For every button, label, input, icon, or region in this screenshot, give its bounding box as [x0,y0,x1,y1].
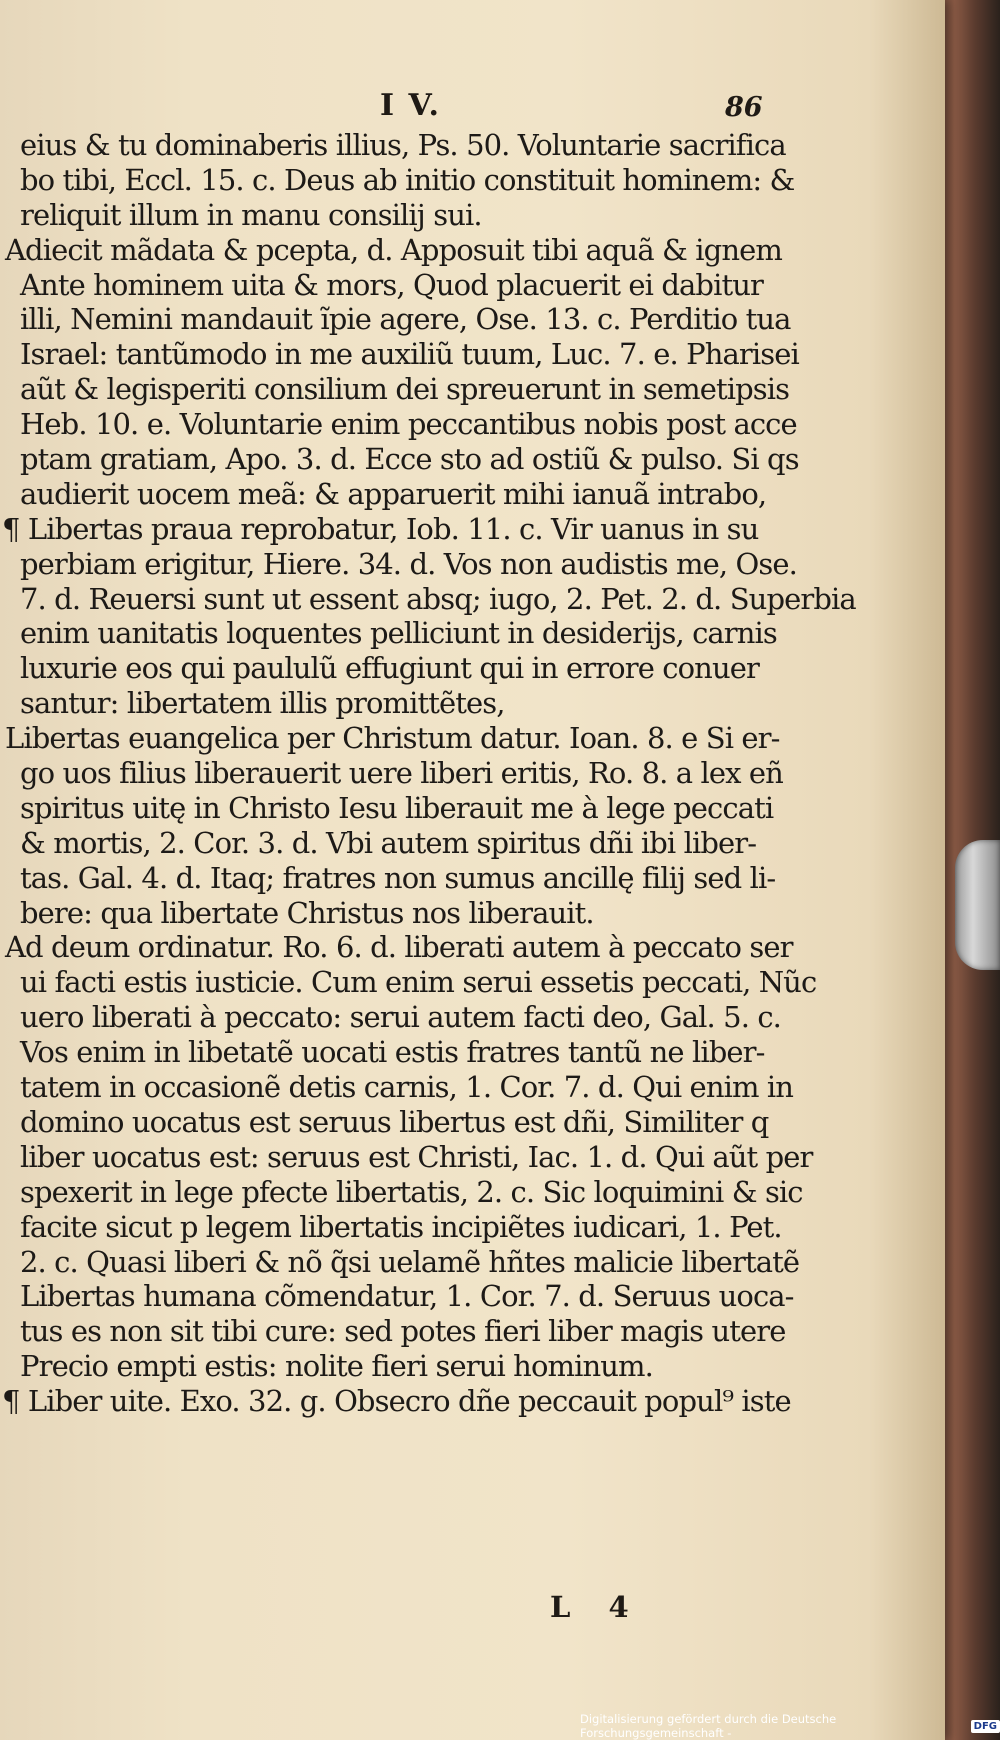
running-head: I V. [380,88,441,123]
text-line: enim uanitatis loquentes pelliciunt in desiderijs, carnis [20,616,777,651]
text-line: bo tibi, Eccl. 15. c. Deus ab initio constituit hominem: & [20,162,795,197]
text-line: spiritus uitę in Christo Iesu liberauit me à lege peccati [20,790,774,825]
dfg-logo: DFG [971,1720,1000,1733]
text-line: 7. d. Reuersi sunt ut essent absq; iugo, 2. Pet. 2. d. Superbia [20,581,856,616]
text-line: spexerit in lege pfecte libertatis, 2. c. Sic loquimini & sic [20,1174,803,1209]
text-line: Precio empti estis: nolite fieri serui hominum. [20,1349,653,1384]
text-line: liber uocatus est: seruus est Christi, Iac. 1. d. Qui aũt per [20,1139,813,1174]
text-line: Vos enim in libetatẽ uocati estis fratres tantũ ne liber- [20,1035,765,1070]
text-line: ptam gratiam, Apo. 3. d. Ecce sto ad ostiũ & pulso. Si qs [20,442,799,477]
text-line: perbiam erigitur, Hiere. 34. d. Vos non audistis me, Ose. [20,546,797,581]
text-line: Adiecit mãdata & pcepta, d. Apposuit tibi aquã & ignem [5,232,782,267]
text-line: uero liberati à peccato: serui autem facti deo, Gal. 5. c. [20,1000,781,1035]
text-line: reliquit illum in manu consilij sui. [20,197,482,232]
text-line: 2. c. Quasi liberi & nõ q̃si uelamẽ hñtes malicie libertatẽ [20,1244,800,1279]
text-line: Israel: tantũmodo in me auxiliũ tuum, Luc. 7. e. Pharisei [20,337,799,372]
digitization-credit [580,1714,1000,1738]
text-line: audierit uocem meã: & apparuerit mihi ianuã intrabo, [20,476,767,511]
text-line: Ante hominem uita & mors, Quod placuerit ei dabitur [20,267,763,302]
text-line: aũt & legisperiti consilium dei spreuerunt in semetipsis [20,372,790,407]
text-line: bere: qua libertate Christus nos liberauit. [20,895,594,930]
text-line: domino uocatus est seruus libertus est dñi, Similiter q [20,1104,769,1139]
text-line: & mortis, 2. Cor. 3. d. Vbi autem spiritus dñi ibi liber- [20,825,757,860]
text-line: Heb. 10. e. Voluntarie enim peccantibus nobis post acce [20,407,797,442]
text-line: tus es non sit tibi cure: sed potes fieri liber magis utere [20,1314,786,1349]
text-line: go uos filius liberauerit uere liberi eritis, Ro. 8. a lex eñ [20,756,783,791]
body-text [0,128,945,1419]
text-line: tas. Gal. 4. d. Itaq; fratres non sumus ancillę filij sed li- [20,860,776,895]
text-line: ¶ Liber uite. Exo. 32. g. Obsecro dñe peccauit popul⁹ iste [2,1384,791,1419]
text-line: facite sicut p legem libertatis incipiẽtes iudicari, 1. Pet. [20,1209,782,1244]
text-line: ¶ Libertas praua reprobatur, Iob. 11. c. Vir uanus in su [2,511,759,546]
text-line: santur: libertatem illis promittẽtes, [20,686,505,721]
credit-text: Digitalisierung gefördert durch die Deutsche Forschungsgemeinschaft - [580,1712,837,1740]
page-header [0,88,945,128]
page-clip [955,840,1000,970]
text-line: ui facti estis iusticie. Cum enim serui essetis peccati, Nũc [20,965,817,1000]
page-number: 86 [725,92,763,123]
text-line: eius & tu dominaberis illius, Ps. 50. Voluntarie sacrifica [20,128,786,162]
text-line: illi, Nemini mandauit ĩpie agere, Ose. 13. c. Perditio tua [20,302,791,337]
text-line: Libertas euangelica per Christum datur. Ioan. 8. e Si er- [5,721,780,756]
signature-mark: L 4 [550,1590,643,1624]
text-line: tatem in occasionẽ detis carnis, 1. Cor. 7. d. Qui enim in [20,1070,794,1105]
text-line: Libertas humana cõmendatur, 1. Cor. 7. d. Seruus uoca- [20,1279,794,1314]
text-line: Ad deum ordinatur. Ro. 6. d. liberati autem à peccato ser [5,930,793,965]
text-line: luxurie eos qui paululũ effugiunt qui in errore conuer [20,651,759,686]
